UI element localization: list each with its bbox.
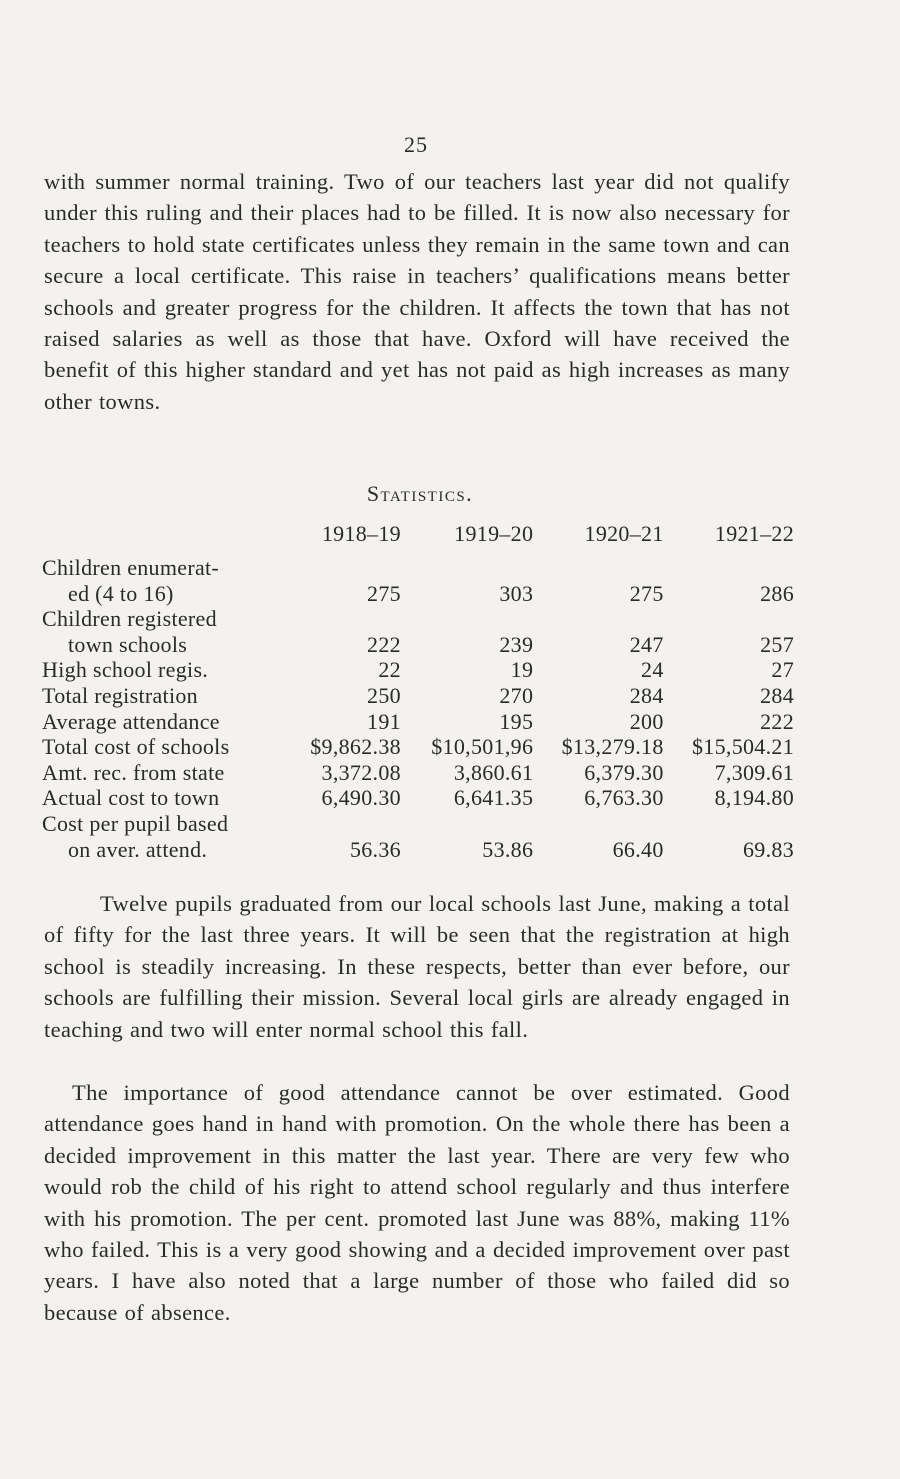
table-cell: 284 [629,682,664,708]
row-label: Actual cost to town [42,785,220,811]
paragraph-teacher-qualifications: with summer normal training. Two of our teachers last year did not qualify under this ruling and their places had to be filled. It is now also necessary for teachers to hold state certificates unless they remain in the same town and can secure a local certificate. This raise in teachers’ qualifications means better schools and greater progress for the children. It affects the town that has not raised salaries as well as those that have. Oxford will have received the benefit of this higher standard and yet has not paid as high increases as many other towns. [44,169,790,414]
row-label-line: Children enumerat- [42,555,220,580]
table-cell: 3,860.61 [453,759,534,785]
table-cell: 8,194.80 [714,785,794,811]
row-label: Amt. rec. from state [42,759,225,785]
table-cell: 24 [641,657,664,683]
header-blank [42,521,289,555]
table-cell: 303 [499,580,534,606]
table-row [42,657,794,683]
table-cell: 56.36 [349,836,401,862]
statistics-heading [0,481,840,507]
header-year: 1918–19 [321,521,401,546]
statistics-heading-text: Statistics. [366,481,474,506]
row-label: Total cost of schools [42,734,230,760]
table-cell: 3,372.08 [321,759,401,785]
header-year: 1919–20 [454,521,534,546]
table-row [42,785,794,811]
table-cell: 6,490.30 [321,785,401,811]
paragraph-attendance: The importance of good attendance cannot be over estimated. Good attendance goes hand in hand with promotion. On the whole there has been a decided improvement in this matter the last year. There are very few who would rob the child of his right to attend school regularly and thus interfere with his promotion. The per cent. promoted last June was 88%, making 11% who failed. This is a very good showing and a decided improvement over past years. I have also noted that a large number of those who failed did so because of absence. [44,1080,790,1325]
table-cell: 275 [367,580,401,606]
table-cell: $15,504.21 [692,734,794,760]
row-label [42,606,289,657]
row-label-line: ed (4 to 16) [68,580,174,606]
table-cell: 22 [378,657,401,683]
table-row [42,734,794,760]
statistics-table [42,521,794,862]
table-row [42,683,794,709]
table-cell: 69.83 [743,836,794,862]
table-row [42,760,794,786]
row-label-line: Children registered [42,606,217,632]
table-cell: $9,862.38 [310,734,401,760]
table-cell: 191 [367,708,401,734]
table-cell: 284 [760,682,794,708]
table-header-row [42,521,794,555]
row-label [42,555,289,606]
table-row [42,811,794,862]
row-label: High school regis. [42,657,209,683]
table-cell: $10,501,96 [431,734,534,760]
table-cell: 6,641.35 [453,785,534,811]
table-cell: 222 [760,708,794,734]
table-row [42,709,794,735]
table-cell: 19 [510,657,534,683]
table-cell: 286 [760,580,794,606]
row-label: Average attendance [42,708,220,734]
table-cell: 275 [629,580,664,606]
table-cell: 257 [760,631,794,657]
table-cell: 7,309.61 [714,759,794,785]
table-cell: 270 [499,682,534,708]
table-cell: 222 [367,631,401,657]
table-cell: 250 [367,682,401,708]
table-cell: 195 [499,708,534,734]
table-cell: 66.40 [612,836,664,862]
table-cell: 53.86 [482,836,534,862]
table-cell: 239 [499,631,534,657]
table-cell: 6,763.30 [584,785,664,811]
header-year: 1920–21 [584,521,664,546]
page-number: 25 [404,132,428,157]
table-cell: $13,279.18 [561,734,664,760]
row-label-line: town schools [68,631,188,657]
table-cell: 247 [629,631,664,657]
row-label-line: Cost per pupil based [42,810,229,836]
paragraph-graduates: Twelve pupils graduated from our local schools last June, making a total of fifty for the last three years. It will be seen that the registration at high school is steadily increasing. In these respects, better than ever before, our schools are fulfilling their mission. Several local girls are already engaged in teaching and two will enter normal school this fall. [44,891,790,1042]
row-label-line: on aver. attend. [68,836,208,862]
row-label: Total registration [42,682,198,708]
table-cell: 6,379.30 [584,759,664,785]
header-year: 1921–22 [714,521,794,546]
row-label [42,811,289,862]
table-row [42,555,794,606]
table-cell: 200 [629,708,664,734]
table-cell: 27 [771,657,794,683]
table-row [42,606,794,657]
